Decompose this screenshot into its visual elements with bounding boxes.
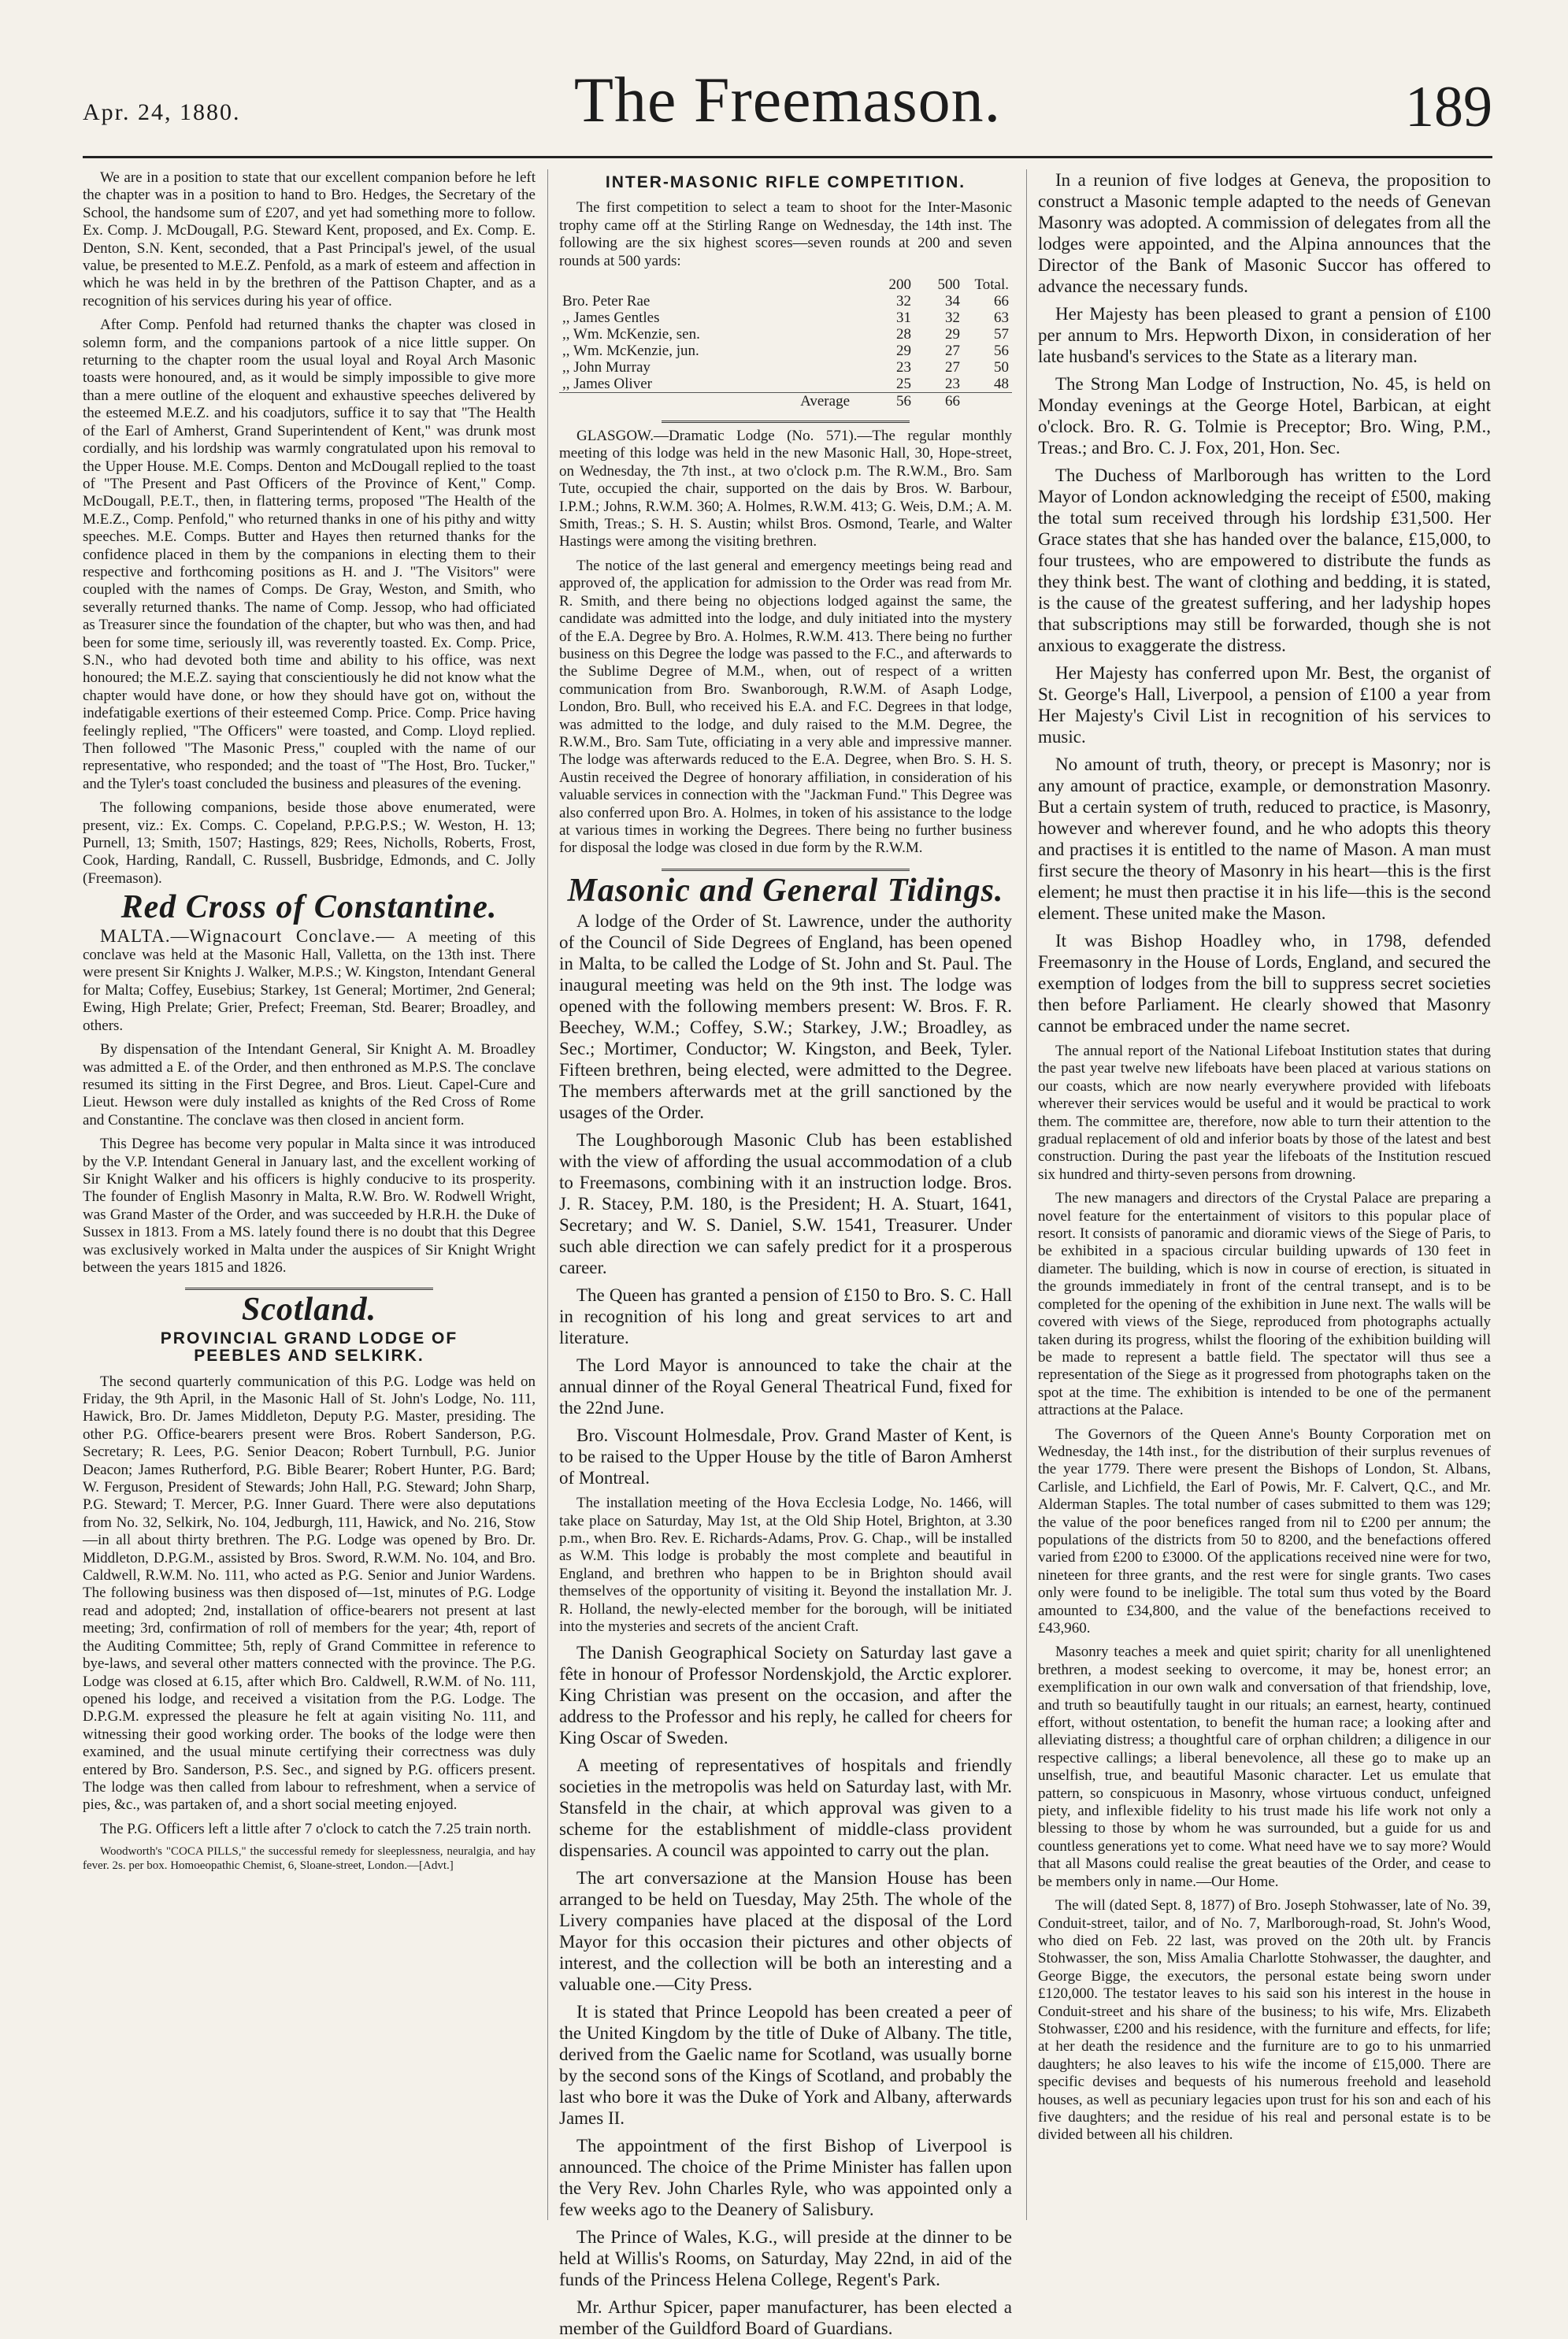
article-paragraph: A meeting of this conclave was held at the Masonic Hall, Valletta, on the 13th inst. There were present Sir Knights J. Walker, M.P.S.; W. Kingston, Intendant General for Malta; Coffey, Eusebius; Starkey, 1st General; Mortimer, 2nd General; Ewing, High Prelate; Grier, Prefect; Freeman, Std. Bearer; Broadley, and others. bbox=[83, 929, 536, 1034]
tidings-item: Bro. Viscount Holmesdale, Prov. Grand Master of Kent, is to be raised to the Upper House by the title of Baron Amherst of Montreal. bbox=[559, 1425, 1012, 1488]
tidings-item: The Prince of Wales, K.G., will preside at the dinner to be held at Willis's Rooms, on Saturday, May 22nd, in aid of the funds of the Princess Helena College, Regent's Park. bbox=[559, 2227, 1012, 2290]
tidings-item: It was Bishop Hoadley who, in 1798, defended Freemasonry in the House of Lords, England, and secured the exemption of lodges from the bill to suppress secret societies then before Parliament. He clearly showed that Masonry cannot be embraced under the name secret. bbox=[1038, 931, 1491, 1036]
shooter-name: ,, Wm. McKenzie, jun. bbox=[562, 343, 699, 360]
advertisement: Woodworth's "COCA PILLS," the successful remedy for sleeplessness, neuralgia, and hay fever. 2s. per box. Homoeopathic Chemist, 6, Sloane-street, London.—[Advt.] bbox=[83, 1845, 536, 1873]
shooter-name: ,, James Gentles bbox=[562, 310, 660, 327]
tidings-item: Mr. Arthur Spicer, paper manufacturer, has been elected a member of the Guildford Board of Guardians. bbox=[559, 2297, 1012, 2339]
tidings-item: The Queen has granted a pension of £150 to Bro. S. C. Hall in recognition of his long and great services to art and literature. bbox=[559, 1285, 1012, 1348]
score-500: 23 bbox=[945, 376, 960, 393]
score-total: 63 bbox=[994, 310, 1009, 327]
tidings-item: Her Majesty has been pleased to grant a pension of £100 per annum to Mrs. Hepworth Dixon, in consideration of her late husband's services to the State as a literary man. bbox=[1038, 304, 1491, 366]
score-total: 66 bbox=[994, 293, 1009, 310]
score-total: 48 bbox=[994, 376, 1009, 393]
article-paragraph: GLASGOW.—Dramatic Lodge (No. 571).—The regular monthly meeting of this lodge was held in the new Masonic Hall, 30, Hope-street, on Wednesday, the 7th inst., at two o'clock p.m. The R.W.M., Bro. Sam Tute, occupied the chair, supported on the dais by Bros. W. Barbour, I.P.M.; Johns, R.W.M. 360; A. Holmes, R.W.M. 413; G. Weis, D.M.; A. M. Smith, Treas.; S. H. S. Austin; whilst Bros. Osmond, Tearle, and Walter Hastings were among the visiting brethren. bbox=[559, 428, 1012, 550]
score-total: 57 bbox=[994, 326, 1009, 343]
tidings-item: The art conversazione at the Mansion House has been arranged to be held on Tuesday, May 25th. The whole of the Livery companies have placed at the disposal of the Lord Mayor for this occasion their pictures and other objects of interest, and the collection will be both an interesting and a valuable one.—City Press. bbox=[559, 1868, 1012, 1995]
article-paragraph: The P.G. Officers left a little after 7 o'clock to catch the 7.25 train north. bbox=[100, 1820, 532, 1837]
column-divider bbox=[1026, 169, 1027, 2220]
tidings-item: No amount of truth, theory, or precept is Masonry; nor is any amount of practice, example, or demonstration Masonry. But a certain system of truth, reduced to practice, is Masonry, however and wherever found, and he who adopts this theory and practises it is entitled to the name of Mason. A man must first secure the theory of Masonry in his heart—this is the first element; he must then practise it in his life—this is the second element. These united make the Mason. bbox=[1038, 754, 1491, 923]
score-total: 56 bbox=[994, 343, 1009, 360]
tidings-item: A meeting of representatives of hospitals and friendly societies in the metropolis was held on Saturday last, with Mr. Stansfeld in the chair, at which approval was given to a scheme for the establishment of middle-class provident dispensaries. A council was appointed to carry out the plan. bbox=[559, 1755, 1012, 1861]
score-200: 29 bbox=[896, 343, 911, 360]
tidings-item: Masonry teaches a meek and quiet spirit; charity for all unenlightened brethren, a modest seeking to overcome, it may be, honest error; an exemplification in our own walk and conversation of that friendship, love, and truth so beautifully taught in our rituals; an earnest, hearty, continued effort, without ostentation, to benefit the human race; a looking after and alleviating distress; a thoughtful care of orphan children; a diligence in our respective callings; a liberal benevolence, all these go to make up an unselfish, true, and beautiful Masonic character. Let us emulate that pattern, so conspicuous in Masonry, whose virtuous conduct, unfeigned piety, and inflexible fidelity to his trust made his life work not only a blessing to those by whom he was surrounded, but a guide for us and countless generations yet to come. What need have we to say more? Would that all Masons could realise the great beauties of the Order, and cease to be members only in name.—Our Home. bbox=[1038, 1644, 1491, 1890]
tidings-item: In a reunion of five lodges at Geneva, the proposition to construct a Masonic temple adapted to the needs of Genevan Masonry was adopted. A commission of delegates from all the lodges were appointed, and the Alpina announces that the Director of the Bank of Masonic Succor has offered to advance the necessary funds. bbox=[1038, 170, 1491, 296]
section-divider bbox=[662, 421, 910, 423]
article-paragraph: After Comp. Penfold had returned thanks the chapter was closed in solemn form, and the companions partook of a nice little supper. On returning to the chapter room the usual loyal and Royal Arch Masonic toasts were honoured, and, as it would be simply impossible to give more than a mere outline of the eloquent and exhaustive speeches delivered by the esteemed M.E.Z. and his coadjutors, suffice it to say that "The Health of the Earl of Amherst, Grand Superintendent of Kent," was drunk most cordially, and his lordship was warmly congratulated upon his removal to the Upper House. M.E. Comps. Denton and McDougall replied to the toast of "The Present and Past Officers of the Province of Kent," Comp. McDougall, P.E.T., then, in flattering terms, proposed "The Health of the M.E.Z., Comp. Penfold," who returned thanks in one of his pithy and witty speeches. M.E. Comps. Butter and Hayes then returned thanks for the confidence placed in them by the companions in electing them to their respective and forthcoming positions as H. and J. "The Visitors" were coupled with the names of Comps. De Gray, Weston, and Smith, who severally returned thanks. The name of Comp. Jessop, who had officiated as Treasurer since the foundation of the chapter, but who was then, and had been for some time, seriously ill, was reverently toasted. Ex. Comp. Price, S.N., who had devoted both time and ability to his office, was next honoured; the M.E.Z. saying that conscientiously he did not know what the chapter would have done, or how they should have got on, without the indefatigable exertions of their esteemed Comp. Price. Comp. Price having feelingly replied, "The Officers" were toasted, and Comp. Lloyd replied. Then followed "The Masonic Press," coupled with the name of our representative, who responded; and the toast of "The Host, Bro. Tucker," and the Tyler's toast concluded the business and pleasures of the evening. bbox=[83, 317, 536, 792]
shooter-name: ,, James Oliver bbox=[562, 376, 652, 393]
score-500: 34 bbox=[945, 293, 960, 310]
tidings-item: The Loughborough Masonic Club has been established with the view of affording the usual accommodation of a club to Freemasons, combining with it an instruction lodge. Bros. J. R. Stacey, P.M. 180, is the President; H. A. Stuart, 1641, Secretary; and W. S. Daniel, S.W. 1541, Treasurer. Under such able direction we can safely predict for it a prosperous career. bbox=[559, 1130, 1012, 1278]
article-paragraph: The first competition to select a team to shoot for the Inter-Masonic trophy came off at the Stirling Range on Wednesday, the 14th inst. The following are the six highest scores—seven rounds at 200 and seven rounds at 500 yards: bbox=[559, 199, 1012, 269]
article-paragraph: The second quarterly communication of this P.G. Lodge was held on Friday, the 9th April, in the Masonic Hall of St. John's Lodge, No. 111, Hawick, Bro. Dr. James Middleton, Deputy P.G. Master, presiding. The other P.G. Office-bearers present were Bros. Robert Sanderson, P.G. Secretary; R. Lees, P.G. Senior Deacon; Robert Turnbull, P.G. Junior Deacon; James Rutherford, P.G. Bible Bearer; Robert Hunter, P.G. Bard; W. Ferguson, President of Stewards; John Hall, P.G. Steward; John Sharp, P.G. Steward; T. Mercer, P.G. Inner Guard. There were also deputations from No. 32, Selkirk, No. 104, Jedburgh, 111, Hawick, and No. 216, Stow—in all about thirty brethren. The P.G. Lodge was opened by Bro. Dr. Middleton, D.P.G.M., assisted by Bros. Sword, R.W.M. No. 104, and Bro. Caldwell, R.W.M. No. 111, who acted as P.G. Senior and Junior Wardens. The following business was then disposed of—1st, minutes of P.G. Lodge read and adopted; 2nd, installation of office-bearers not present at last meeting; 3rd, confirmation of roll of members for the year; 4th, report of the Auditing Committee; 5th, reply of Grand Committee in reference to bye-laws, and several other matters connected with the province. The P.G. Lodge was closed at 6.15, after which Bro. Caldwell, R.W.M. of No. 111, opened his lodge, and received a visitation from the P.G. Lodge. The D.P.G.M. expressed the pleasure he felt at again visiting No. 111, and witnessing their good working order. The books of the lodge were then examined, and the usual minute certifying their correctness was duly entered by Bro. Sanderson, P.S. Sec., and signed by P.G. officers present. The lodge was then called from labour to refreshment, when a service of pies, &c., was partaken of, and a short social meeting enjoyed. bbox=[83, 1373, 536, 1814]
page-number: 189 bbox=[1405, 75, 1492, 139]
masthead bbox=[83, 55, 1492, 142]
average-200: 56 bbox=[866, 393, 914, 410]
table-row bbox=[559, 376, 1012, 393]
malta-lead: MALTA.—Wignacourt Conclave.— bbox=[100, 925, 395, 946]
tidings-item: It is stated that Prince Leopold has been created a peer of the United Kingdom by the title of Duke of Albany. The title, derived from the Gaelic name for Scotland, was usually borne by the second sons of the Kings of Scotland, and probably the last who bore it was the Duke of York and Albany, afterwards James II. bbox=[559, 2002, 1012, 2129]
section-divider bbox=[185, 1288, 433, 1290]
section-divider bbox=[662, 869, 910, 871]
tidings-item: The Danish Geographical Society on Saturday last gave a fête in honour of Professor Nordenskjold, the Arctic explorer. King Christian was present on the occasion, and after the address to the Professor and his reply, he called for cheers for King Oscar of Sweden. bbox=[559, 1643, 1012, 1748]
average-row bbox=[559, 393, 1012, 410]
article-paragraph: The following companions, beside those above enumerated, were present, viz.: Ex. Comps. C. Copeland, P.P.G.P.S.; W. Weston, H. 13; Purnell, 13; Smith, 1507; Hastings, 829; Rees, Nicholls, Roberts, Frost, Cook, Harding, Randall, C. Russell, Busbridge, Edmonds, and C. Jolly (Freemason). bbox=[83, 799, 536, 887]
tidings-item: The Governors of the Queen Anne's Bounty Corporation met on Wednesday, the 14th inst., for the distribution of their surplus revenues of the year 1779. There were present the Bishops of London, St. Albans, Carlisle, and Lichfield, the Earl of Powis, Mr. F. Calvert, Q.C., and Mr. Alderman Staples. The total number of cases submitted to them was 129; the value of the poor benefices ranged from nil to £200 per annum; the populations of the districts from 50 to 8200, and the benefactions offered varied from £200 to £3000. Of the applications received nine were for two, nineteen for three grants, and the rest were for single grants. Two cases only were found to be ineligible. The total sum thus voted by the Board amounted to £34,800, and the value of the benefactions received to £43,960. bbox=[1038, 1425, 1491, 1637]
shooter-name: ,, Wm. McKenzie, sen. bbox=[562, 326, 700, 343]
table-row bbox=[559, 326, 1012, 343]
newspaper-title: The Freemason. bbox=[573, 64, 1002, 135]
tidings-item: The will (dated Sept. 8, 1877) of Bro. Joseph Stohwasser, late of No. 39, Conduit-street, tailor, and of No. 7, Marlborough-road, St. John's Wood, who died on Feb. 22 last, was proved on the 20th ult. by Francis Stohwasser, the son, Miss Amalia Charlotte Stohwasser, the daughter, and George Bigge, the executors, the personal estate being sworn under £120,000. The testator leaves to his said son his interest in the house in Conduit-street and his share of the business; to his wife, Mrs. Elizabeth Stohwasser, £200 and his residence, with the furniture and effects, for life; at her death the residence and the furniture are to go to his unmarried daughters; he also leaves to his wife the income of £15,000. There are specific devises and bequests of his numerous freehold and leasehold houses, as well as pecuniary legacies upon trust for his son and each of his five daughters; and the residue of his real and personal estate is to be divided between all his children. bbox=[1038, 1897, 1491, 2144]
table-row bbox=[559, 359, 1012, 376]
table-row bbox=[559, 293, 1012, 310]
shooter-name: ,, John Murray bbox=[562, 359, 651, 376]
column-1 bbox=[83, 169, 536, 2228]
tidings-item: The Lord Mayor is announced to take the chair at the annual dinner of the Royal General Theatrical Fund, fixed for the 22nd June. bbox=[559, 1355, 1012, 1418]
score-200: 32 bbox=[896, 293, 911, 310]
tidings-item: The Duchess of Marlborough has written to the Lord Mayor of London acknowledging the receipt of £500, making the total sum received through his lordship £31,500. Her Grace states that she has handed over the balance, £15,000, to four trustees, who are empowered to distribute the funds as they think best. The want of clothing and bedding, it is stated, is the cause of the greatest suffering, and her ladyship hopes that subscriptions may still be forwarded, though she is not anxious to exaggerate the distress. bbox=[1038, 465, 1491, 655]
score-200: 28 bbox=[896, 326, 911, 343]
score-500: 27 bbox=[945, 343, 960, 360]
average-label: Average bbox=[559, 393, 866, 410]
score-200: 25 bbox=[896, 376, 911, 393]
rifle-scores-table bbox=[559, 276, 1012, 410]
tidings-item: The appointment of the first Bishop of Liverpool is announced. The choice of the Prime Minister has fallen upon the Very Rev. John Charles Ryle, who was appointed only a few weeks ago to the Deanery of Salisbury. bbox=[559, 2136, 1012, 2220]
table-row bbox=[559, 343, 1012, 359]
table-row bbox=[559, 310, 1012, 326]
column-3 bbox=[1038, 169, 1491, 2228]
tidings-item: The annual report of the National Lifeboat Institution states that during the past year twelve new lifeboats have been placed at various stations on our coasts, which are now nearly everywhere provided with lifeboats wherever their services would be useful and it would be practical to work them. The committee are, therefore, now able to turn their attention to the gradual replacement of old and inferior boats by those of the latest and best construction. During the past year the lifeboats of the Institution rescued six hundred and thirty-seven persons from drowning. bbox=[1038, 1043, 1491, 1183]
tidings-item: A lodge of the Order of St. Lawrence, under the authority of the Council of Side Degrees of England, has been opened in Malta, to be called the Lodge of St. John and St. Paul. The inaugural meeting was held on the 9th inst. The lodge was opened with the following members present: W. Bros. F. R. Beechey, W.M.; Coffey, S.W.; Starkey, J.W.; Broadley, as Sec.; Mortimer, Conductor; W. Kingston, and Beek, Tyler. Fifteen brethren, being elected, were admitted to the Degree. The members afterwards met at the grill sanctioned by the usages of the Order. bbox=[559, 911, 1012, 1123]
section-heading-masonic-tidings: Masonic and General Tidings. bbox=[567, 872, 1004, 909]
score-200: 31 bbox=[896, 310, 911, 327]
article-paragraph: This Degree has become very popular in Malta since it was introduced by the V.P. Intendant General in January last, and the excellent working of Sir Knight Walker and his officers is highly conducive to its prosperity. The founder of English Masonry in Malta, R.W. Bro. W. Rodwell Wright, was Grand Master of the Order, and was succeeded by H.R.H. the Duke of Sussex in 1813. From a MS. lately found there is no doubt that this Degree was exclusively worked in Malta under the auspices of Sir Knight Wright between the years 1815 and 1826. bbox=[83, 1136, 536, 1276]
article-heading bbox=[83, 1330, 536, 1366]
score-500: 32 bbox=[945, 310, 960, 327]
average-500: 66 bbox=[914, 393, 963, 410]
issue-date: Apr. 24, 1880. bbox=[83, 99, 241, 125]
column-2 bbox=[559, 169, 1012, 2339]
tidings-item: The installation meeting of the Hova Ecclesia Lodge, No. 1466, will take place on Saturday, May 1st, at the Old Ship Hotel, Brighton, at 3.30 p.m., when Bro. Rev. E. Richards-Adams, Prov. G. Chap., will be installed as W.M. This lodge is probably the most complete and beautiful in England, and brethren who happen to be in Brighton should avail themselves of the opportunity of visiting it. Beyond the installation Mr. J. R. Holland, the newly-elected member for the borough, will be initiated into the mysteries and secrets of the ancient Craft. bbox=[559, 1495, 1012, 1636]
score-500: 27 bbox=[945, 359, 960, 376]
shooter-name: Bro. Peter Rae bbox=[562, 293, 651, 310]
score-200: 23 bbox=[896, 359, 911, 376]
table-header: 200 bbox=[888, 276, 911, 294]
score-500: 29 bbox=[945, 326, 960, 343]
article-heading-rifle: INTER-MASONIC RIFLE COMPETITION. bbox=[605, 173, 966, 191]
article-heading-line: PROVINCIAL GRAND LODGE OF bbox=[160, 1329, 458, 1347]
column-divider bbox=[547, 169, 548, 2220]
tidings-item: The new managers and directors of the Crystal Palace are preparing a novel feature for the entertainment of visitors to this popular place of resort. It consists of panoramic and dioramic views of the Siege of Paris, to be exhibited in a spacious circular building upwards of 130 feet in diameter. The building, which is now in course of erection, is situated in the grounds immediately in front of the central transept, and is to be completed for the opening of the exhibition in June next. The walls will be covered with views of the Siege, reproduced from photographs actually taken during its progress, whilst the flooring of the exhibition building will be made to represent a battle field. The spectator will thus see a representation of the Siege as it progressed from photographs taken on the spot at the time. The exhibition is intended to be one of the permanent attractions at the Palace. bbox=[1038, 1190, 1491, 1419]
score-total: 50 bbox=[994, 359, 1009, 376]
article-paragraph: By dispensation of the Intendant General, Sir Knight A. M. Broadley was admitted a E. of the Order, and then enthroned as M.P.S. The conclave resumed its sitting in the First Degree, and Bros. Lieut. Capel-Cure and Lieut. Hewson were duly installed as knights of the Red Cross of Rome and Constantine. The conclave was then closed in ancient form. bbox=[83, 1041, 536, 1129]
section-heading-red-cross: Red Cross of Constantine. bbox=[120, 889, 498, 926]
masthead-rule bbox=[83, 156, 1492, 158]
article-paragraph: The notice of the last general and emergency meetings being read and approved of, the application for admission to the Order was read from Mr. R. Smith, and there being no objections lodged against the same, the candidate was admitted into the lodge, and duly initiated into the mystery of the E.A. Degree by Bro. A. Holmes, R.W.M. 413. There being no further business on this Degree the lodge was passed to the F.C., and afterwards to the Sublime Degree of M.M., when, out of respect of a written communication from Bro. Swanborough, R.W.M. of Asaph Lodge, London, Bro. Bull, who received his E.A. and F.C. Degrees in that lodge, was admitted to the lodge, and duly raised to the M.M. Degree, the R.W.M., Bro. Sam Tute, officiating in a very able and impressive manner. The lodge was afterwards reduced to the E.A. Degree, when Bro. S. H. S. Austin received the Degree of honorary affiliation, in consideration of his valuable services in connection with the "Jackman Fund." This Degree was also conferred upon Bro. A. Holmes, in token of his assistance to the lodge at various times in working the Degrees. There being no further business for disposal the lodge was closed in due form by the R.W.M. bbox=[559, 557, 1012, 857]
tidings-item: The Strong Man Lodge of Instruction, No. 45, is held on Monday evenings at the George Hotel, Barbican, at eight o'clock. Bro. R. G. Tolmie is Preceptor; Bro. Wing, P.M., Treas.; and Bro. C. J. Fox, 201, Hon. Sec. bbox=[1038, 374, 1491, 458]
table-header-row bbox=[559, 276, 1012, 293]
table-header: Total. bbox=[974, 276, 1009, 294]
tidings-item: Her Majesty has conferred upon Mr. Best, the organist of St. George's Hall, Liverpool, a pension of £100 a year from Her Majesty's Civil List in recognition of his services to music. bbox=[1038, 663, 1491, 747]
section-heading-scotland: Scotland. bbox=[241, 1292, 377, 1329]
article-paragraph: We are in a position to state that our excellent companion before he left the chapter was in a position to hand to Bro. Hedges, the Secretary of the School, the handsome sum of £207, and yet had something more to follow. Ex. Comp. J. McDougall, P.G. Steward Kent, proposed, and Ex. Comp. E. Denton, S.N. Kent, seconded, that a Past Principal's jewel, of the usual value, be presented to M.E.Z. Penfold, as a mark of esteem and affection in which he was held in by the brethren of the Pattison Chapter, and as a recognition of his services during his year of office. bbox=[83, 169, 536, 310]
article-heading-line: PEEBLES AND SELKIRK. bbox=[194, 1347, 424, 1366]
table-header: 500 bbox=[937, 276, 960, 294]
